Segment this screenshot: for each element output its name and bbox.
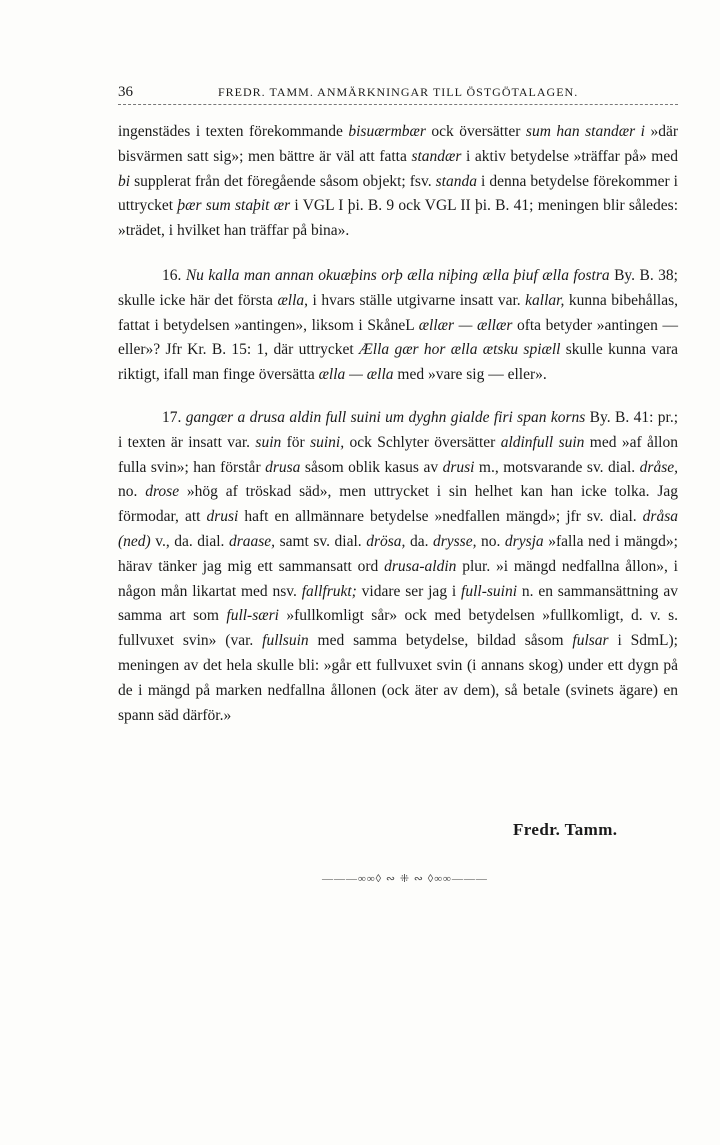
body-text [118, 120, 678, 746]
author-signature: Fredr. Tamm. [513, 820, 618, 839]
paragraph-bisvarm: ingenstädes i texten förekommande bisuærmbær ock översätter sum han standær i »där bisvärmen satt sig»; men bättre är väl att fatta standær i aktiv betydelse »träffar på» med bi supplerat från det föregående såsom objekt; fsv. standa i denna betydelse förekommer i uttrycket þær sum staþit ær i VGL I þi. B. 9 ock VGL II þi. B. 41; meningen blir således: »trädet, i hvilket han träffar på bina». [118, 123, 678, 240]
page-number: 36 [118, 84, 133, 100]
header-rule [118, 104, 678, 105]
running-head: FREDR. TAMM. ANMÄRKNINGAR TILL ÖSTGÖTALAGEN. [218, 85, 579, 99]
end-ornament: ———∞∞◊ ∾ ⁜ ∾ ◊∞∞——— [322, 873, 488, 885]
page-header [118, 84, 638, 106]
paragraph-17: 17. gangær a drusa aldin full suini um dyghn gialde firi span korns By. B. 41: pr.; i texten är insatt var. suin för suini, ock Schlyter översätter aldinfull suin med »af ållon fulla svin»; han förstår drusa såsom oblik kasus av drusi m., motsvarande sv. dial. dråse, no. drose »hög af tröskad säd», men uttrycket i sin helhet kan han icke tolka. Jag förmodar, att drusi haft en allmännare betydelse »nedfallen mängd»; jfr sv. dial. dråsa (ned) v., da. dial. draase, samt sv. dial. drösa, da. drysse, no. drysja »falla ned i mängd»; härav tänker jag mig ett sammansatt ord drusa-aldin plur. »i mängd nedfallna ållon», i någon mån likartat med nsv. fallfrukt; vidare ser jag i full-suini n. en sammansättning av samma art som full-særi »fullkomligt sår» ock med betydelsen »fullkomligt, d. v. s. fullvuxet svin» (var. fullsuin med samma betydelse, bildad såsom fulsar i SdmL); meningen av det hela skulle bli: »går ett fullvuxet svin (i annans skog) under ett dygn på de i mängd på marken nedfallna ållonen (ock äter av dem), så betale (svinets ägare) en spann säd därför.» [118, 408, 679, 724]
paragraph-16: 16. Nu kalla man annan okuæþins orþ ælla niþing ælla þiuf ælla fostra By. B. 38; skulle icke här det första ælla, i hvars ställe utgivarne insatt var. kallar, kunna bibehållas, fattat i betydelsen »antingen», liksom i SkåneL ællær — ællær ofta betyder »antingen — eller»? Jfr Kr. B. 15: 1, där uttrycket Ælla gær hor ælla ætsku spiæll skulle kunna vara riktigt, ifall man finge översätta ælla — ælla med »vare sig — eller». [118, 266, 678, 384]
